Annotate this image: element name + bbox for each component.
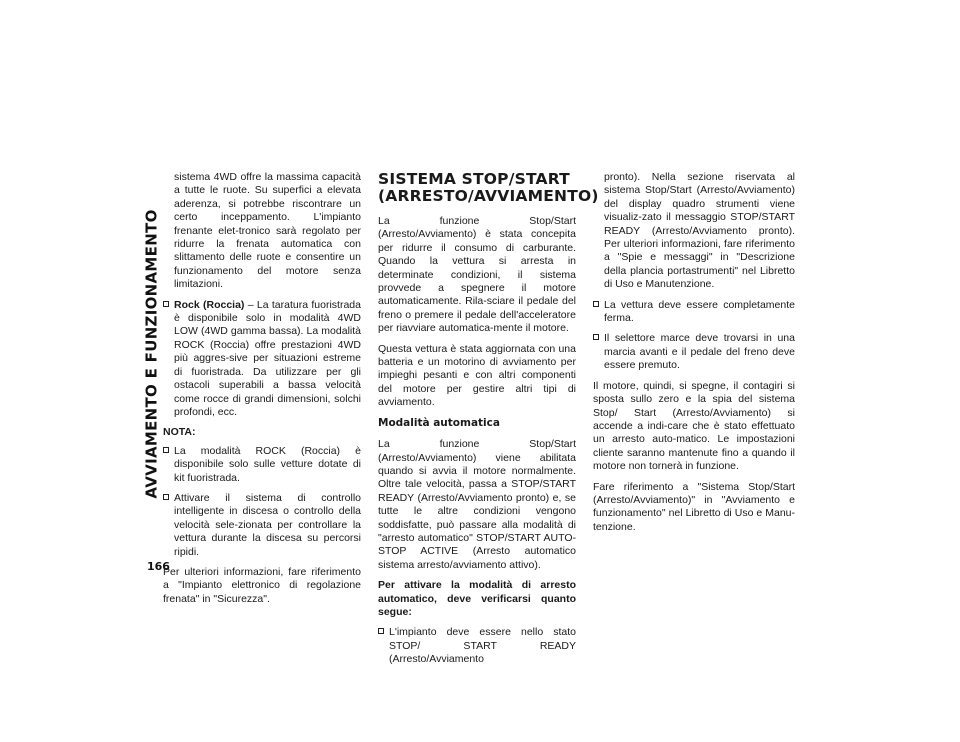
note-label: NOTA:	[163, 426, 196, 439]
rock-term: Rock (Roccia)	[174, 298, 245, 311]
paragraph: Fare riferimento a "Sistema Stop/Start (Arresto/Avviamento)" in "Avviamento e funzionamento" nel Libretto di Uso e Manu-tenzione.	[593, 480, 795, 533]
bullet-continuation: pronto). Nella sezione riservata al sistema Stop/Start (Arresto/Avviamento) del display quadro strumenti viene visualiz-zato il messaggio STOP/START READY (Arresto/Avviamento pronto). Per ulteriori informazioni, fare riferimento a "Spie e messaggi" in "Descrizione della plancia portastrumenti" nel Libretto di Uso e Manutenzione.	[604, 171, 795, 291]
note-item-text: Attivare il sistema di controllo intelligente in discesa o controllo della velocità sele-zionata per controllare la vettura durante la discesa su percorsi ripidi.	[174, 491, 361, 558]
continuation-paragraph: sistema 4WD offre la massima capacità a tutte le ruote. Su superfici a elevata aderenza, si potrebbe riscontrare un certo inceppamento. L'impianto frenante elet-tronico sarà regolato per ridurre la frenata automatica con slittamento delle ruote e consentire un funzionamento del motore senza limitazioni.	[174, 171, 361, 291]
list-item	[163, 492, 361, 559]
rock-description: – La taratura fuoristrada è disponibile solo in modalità 4WD LOW (4WD gamma bassa). La modalità ROCK (Roccia) offre prestazioni 4WD più aggres-sive per situazioni estreme di fuoristrada. Da utilizzare per gli ostacoli superabili a bassa velocità come rocce di grandi dimensioni, solchi profondi, ecc.	[174, 298, 361, 418]
paragraph: Il motore, quindi, si spegne, il contagiri si sposta sullo zero e la spia del sistema Stop/ Start (Arresto/Avviamento) si accende a indi-care che è stato effettuato un arresto auto-matico. Le impostazioni cliente saranno mantenute fino a quando il motore non tornerà in funzione.	[593, 379, 795, 473]
checkbox-bullet-icon	[593, 334, 599, 340]
list-item	[163, 445, 361, 485]
section-title: AVVIAMENTO E FUNZIONAMENTO	[143, 209, 162, 499]
column-3	[593, 171, 795, 541]
closing-paragraph: Per ulteriori informazioni, fare riferimento a "Impianto elettronico di regolazione frenata" in "Sicurezza".	[163, 565, 361, 605]
column-1	[163, 171, 361, 613]
subheading: Modalità automatica	[378, 416, 500, 429]
paragraph: La funzione Stop/Start (Arresto/Avviamento) viene abilitata quando si avvia il motore normalmente. Oltre tale velocità, passa a STOP/START READY (Arresto/Avviamento pronto) e, se tutte le altre condizioni vengono soddisfatte, può passare alla modalità di "arresto automatico" STOP/START AUTO-STOP ACTIVE (Arresto automatico sistema arresto/avviamento attivo).	[378, 438, 576, 571]
list-item	[593, 299, 795, 326]
note-item-text: La modalità ROCK (Roccia) è disponibile solo sulle vetture dotate di kit fuoristrada.	[174, 444, 361, 484]
section-heading: SISTEMA STOP/START (ARRESTO/AVVIAMENTO)	[378, 170, 599, 205]
condition-text: Il selettore marce deve trovarsi in una marcia avanti e il pedale del freno deve essere premuto.	[604, 332, 795, 372]
list-item	[593, 332, 795, 372]
paragraph: Questa vettura è stata aggiornata con una batteria e un motorino di avviamento per impieghi pesanti e con altri componenti del motore per gestire altri tipi di avviamento.	[378, 342, 576, 409]
checkbox-bullet-icon	[163, 301, 169, 307]
condition-text: La vettura deve essere completamente ferma.	[604, 298, 795, 325]
checkbox-bullet-icon	[163, 447, 169, 453]
page-number: 166	[147, 560, 170, 573]
checkbox-bullet-icon	[593, 301, 599, 307]
checkbox-bullet-icon	[378, 628, 384, 634]
list-item-rock	[163, 299, 361, 420]
list-item	[378, 626, 576, 666]
paragraph: La funzione Stop/Start (Arresto/Avviamento) è stata concepita per ridurre il consumo di carburante. Quando la vettura si arresta in determinate condizioni, il sistema provvede a spegnere il motore automaticamente. Rila-sciare il pedale del freno o premere il pedale dell'acceleratore per riavviare automatica-mente il motore.	[378, 215, 576, 335]
conditions-intro: Per attivare la modalità di arresto automatico, deve verificarsi quanto segue:	[378, 579, 576, 618]
condition-text: L'impianto deve essere nello stato STOP/ START READY (Arresto/Avviamento	[389, 626, 576, 666]
column-2	[378, 170, 599, 674]
checkbox-bullet-icon	[163, 494, 169, 500]
section-side-tab	[141, 168, 163, 540]
